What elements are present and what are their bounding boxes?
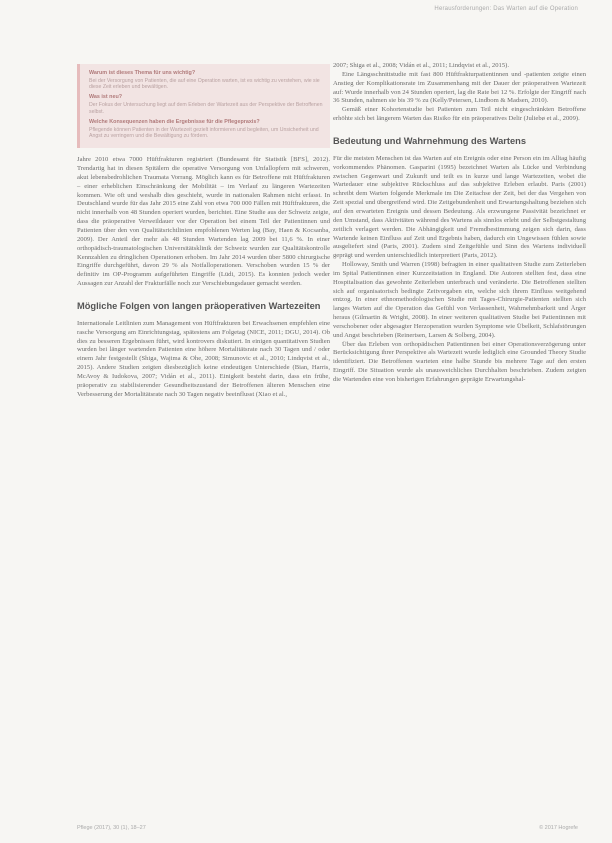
right-paragraph-3: Gemäß einer Kohortenstudie bei Patienten zum Teil nicht eingeschränkten Betroffene erhöhte sich bei längerem Warten das Risiko für ein präoperatives Delir (Juliebø et al., 2009). bbox=[333, 106, 586, 123]
box-question-1: Warum ist dieses Thema für uns wichtig? bbox=[89, 70, 196, 76]
right-paragraph-6: Über das Erleben von orthopädischen Patientinnen bei einer Operationsverzögerung unter Berücksichtigung ihrer Perspektive als Wartezeit wurde lediglich eine Grounded Theory Studie identifiziert. Die Betroffenen warteten eine halbe Stunde bis mehrere Tage auf den ersten Eingriff. Die Situation wurde als unausweichliches Durchhalten beschrieben. Zudem zeigten die Wartenden eine von bisherigen Erfahrungen geprägte Erwartungshal- bbox=[333, 340, 586, 383]
left-column bbox=[77, 62, 330, 399]
box-answer-2: Der Fokus der Untersuchung liegt auf dem Erleben der Wartezeit aus der Perspektive der Betroffenen selbst. bbox=[89, 102, 323, 115]
box-question-2: Was ist neu? bbox=[89, 94, 123, 101]
right-column bbox=[333, 62, 586, 385]
right-paragraph-1: 2007; Shiga et al., 2008; Vidán et al., 2011; Lindqvist et al., 2015). bbox=[333, 62, 509, 69]
footer-copyright: © 2017 Hogrefe bbox=[539, 825, 578, 831]
right-paragraph-5: Holloway, Smith und Warren (1998) befragten in einer qualitativen Studie zum Zeiterleben im Spital Patientinnen einer Kurzzeitstation in England. Die Autoren stellten fest, dass eine Hospitalisation das gewohnte Zeiterleben unterbrach und veränderte. Die Betroffenen stellten sich auf organisatorisch bedingte Zeitvorgaben ein, welche sich ihrem Einfluss weitgehend entzog. In einer ethnomethodologischen Studie mit Tages-Chirurgie-Patienten stellten sich langes Warten auf die Operation das Gefühl von Verlassenheit, Wahrnehmbarkeit und Ärger heraus (Gilmartin & Wright, 2008). In einer weiteren qualitativen Studie bei Patientinnen mit verschobener oder abgesagter Herzoperation wurden Symptome wie Übelkeit, Schlafstörungen und Angst beschrieben (Reinertsen, Larsen & Solberg, 2004). bbox=[333, 261, 586, 339]
box-answer-3: Pflegende können Patienten in der Wartezeit gezielt informieren und begleiten, um Unsicherheit und Angst zu verringern und die Bewältigung zu fördern. bbox=[89, 126, 319, 140]
running-head: Herausforderungen: Das Warten auf die Operation bbox=[434, 6, 578, 12]
summary-box bbox=[77, 64, 330, 148]
section-heading-bedeutung: Bedeutung und Wahrnehmung des Wartens bbox=[333, 135, 526, 146]
right-paragraph-2: Eine Längsschnittstudie mit fast 800 Hüftfrakturpatientinnen und -patienten zeigte einen Anstieg der Komplikationsrate im Zusammenhang mit der Dauer der präoperativen Wartezeit auf: Wurde innerhalb von 24 Stunden operiert, lag die Rate bei 12 %. Erfolgte der Eingriff nach 36 Stunden, nahmen sie bis 39 % zu (Kelly/Petersen, Lindbom & Madsen, 2010). bbox=[333, 70, 586, 105]
left-paragraph-1: Jahre 2010 etwa 7000 Hüftfrakturen registriert (Bundesamt für Statistik [BFS], 2012). Trendartig hat in diesen Spitälern die operative Versorgung von Unfallopfern mit schweren, akut lebensbedrohlichen Traumata Vorrang. Möglich kann es für Betroffene mit Hüftfrakturen – einer erheblichen Einschränkung der Mobilität – im Verlauf zu längeren Wartezeiten kommen. Wie oft und weshalb dies geschieht, wurde in nationalen Rahmen nicht erfasst. In Deutschland wurde für das Jahr 2015 eine Zahl von etwa 700 000 Fällen mit Hüftfrakturen, die nicht innerhalb von 48 Stunden operiert wurden, berichtet. Eine Studie aus der Schweiz zeigte, dass die präoperative Verweildauer vor der Operation bei einem Teil der Patientinnen und Patienten über den von Qualitätsrichtlinien empfohlenen Werten lag (Bay, Haen & Kocsanba, 2009). Der Anteil der mehr als 48 Stunden Wartenden lag 2009 bei 11,6 %. In einer orthopädisch-traumatologischen Universitätsklinik der Schweiz wurden zur Qualitätskontrolle Kennzahlen zu dringlichen Operationen erhoben. Im Jahr 2014 wurden über 5800 chirurgische Eingriffe durchgeführt, davon 29 % als Notfalloperationen. Verschoben wurden 15 % der definitiv im OP-Programm aufgeführten Eingriffe (Lüdi, 2015). Es konnten jedoch weder Aussagen zur Anzahl der Frakturfälle noch zur Verschiebungsdauer gemacht werden. bbox=[77, 156, 330, 288]
section-heading-folgen: Mögliche Folgen von langen präoperativen Wartezeiten bbox=[77, 300, 321, 311]
footer-citation: Pflege (2017), 30 (1), 18–27 bbox=[77, 825, 146, 831]
box-answer-1: Bei der Versorgung von Patienten, die auf eine Operation warten, ist es wichtig zu verstehen, wie sie diese Zeit erleben und bewältigen. bbox=[89, 78, 320, 91]
left-paragraph-2: Internationale Leitlinien zum Management von Hüftfrakturen bei Erwachsenen empfehlen eine rasche Versorgung am Einrichtungstag, spätestens am Folgetag (NICE, 2011; DGU, 2014). Ob dies zu besseren Ergebnissen führt, wird kontrovers diskutiert. In einigen quantitativen Studien wurden bei länger wartenden Patienten eine höhere Mortalitätsrate nach 30 Tagen und / oder einem Jahr festgestellt (Shiga, Wajima & Ohe, 2008; Simunovic et al., 2010; Lindqvist et al., 2015). Andere Studien zeigten diesbezüglich keine eindeutigen Unterschiede (Bian, Harris, McAvoy & Iudokova, 2007; Vidán et al., 2011). Einigkeit besteht darin, dass ein frühe, präoperativ zu stabilisierender Gesundheitszustand der Betroffenen älteren Menschen eine Verbesserung der Mortalitätsrate nach 30 Tagen negativ beeinflusst (Xiao et al., bbox=[77, 319, 330, 398]
right-paragraph-4: Für die meisten Menschen ist das Warten auf ein Ereignis oder eine Person ein im Alltag häufig vorkommendes Phänomen. Gasparini (1995) bezeichnet Warten als Lücke und Verbindung zwischen Gegenwart und Zukunft und teilt es in kurze und lange Wartezeiten, wobei die Wartedauer eine subjektive Rückschluss auf das subjektive Erleben erlaubt. Paris (2001) schreibt dem Warten folgende Merkmale im Die Zeitachse der Zeit, bei der das Vergehen von Zeit spezial und übergreifend wird. Die Zeitgebundenheit und Erwartungshaltung beziehen sich auf den erwarteten Ereignis und dessen Bedeutung. Als erzwungene Passivität bezeichnet er den Umstand, dass Aktivitäten während des Wartens als sinnlos erlebt und der Selbstgestaltung zeitlich verlagert werden. Die Abhängigkeit und Fremdbestimmung zeigen sich darin, dass Wartende keinen Einfluss auf Zeit und Ergebnis haben, dadurch ein Ungewissen fühlen sowie ausgeliefert sind (Paris, 2001). Zudem sind Zeitgefühle und Sinn des Wartens individuell geprägt und werden unterschiedlich interpretiert (Paris, 2012). bbox=[333, 154, 586, 260]
box-question-3: Welche Konsequenzen haben die Ergebnisse für die Pflegepraxis? bbox=[89, 118, 260, 125]
